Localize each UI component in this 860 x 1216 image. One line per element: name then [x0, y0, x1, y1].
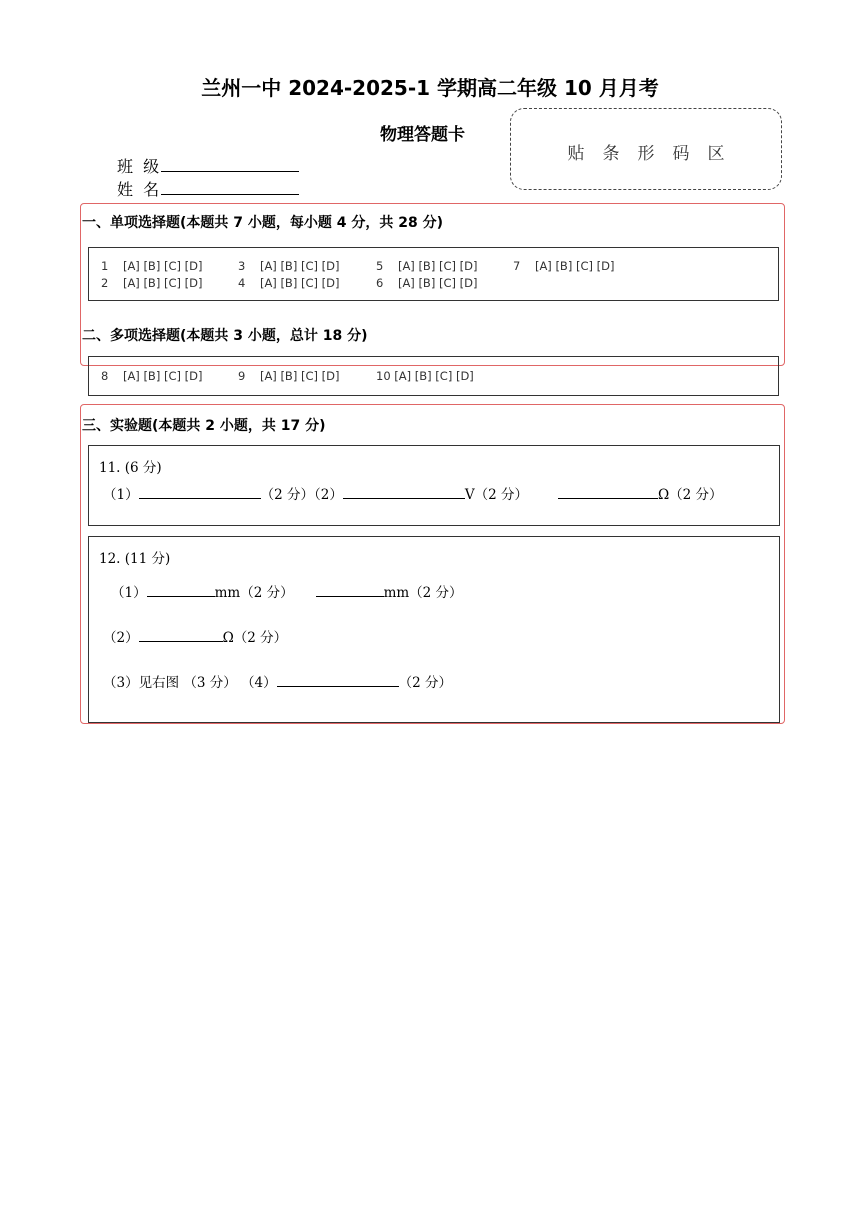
- mc-q6[interactable]: [376, 276, 477, 290]
- q12-blank-1[interactable]: [147, 583, 215, 597]
- q11-blank-3[interactable]: [558, 485, 658, 499]
- q11-volt-label: V（2 分）: [464, 487, 528, 503]
- q12-blank-4[interactable]: [277, 673, 399, 687]
- q-options[interactable]: [A] [B] [C] [D]: [122, 259, 203, 273]
- mc-q1[interactable]: [101, 259, 202, 273]
- class-label: 班 级: [117, 157, 160, 176]
- class-line[interactable]: [161, 157, 299, 172]
- q-number: 7: [513, 259, 521, 273]
- q12-mm-label-1: mm（2 分）: [214, 585, 294, 601]
- q-options[interactable]: [A] [B] [C] [D]: [259, 259, 340, 273]
- section1-heading: 一、单项选择题(本题共 7 小题，每小题 4 分，共 28 分): [82, 215, 444, 231]
- q-options[interactable]: [A] [B] [C] [D]: [394, 369, 474, 383]
- q11-blank-1[interactable]: [139, 485, 261, 499]
- q-options[interactable]: [A] [B] [C] [D]: [122, 369, 203, 383]
- q-number: 5: [376, 259, 384, 273]
- q-options[interactable]: [A] [B] [C] [D]: [259, 276, 340, 290]
- section2-answer-box: [88, 356, 779, 396]
- q11-box: [88, 445, 780, 526]
- q12-part1-label: （1）: [111, 585, 147, 601]
- q-number: 9: [238, 369, 246, 383]
- q-number: 6: [376, 276, 384, 290]
- q12-part3-4-label: （3）见右图 （3 分） （4）: [103, 675, 277, 691]
- q11-title: 11. (6 分): [99, 460, 162, 476]
- q-options[interactable]: [A] [B] [C] [D]: [397, 259, 478, 273]
- q11-part2-label: （2 分）（2）: [260, 487, 343, 503]
- q12-ohm-label: Ω（2 分）: [222, 630, 288, 646]
- mc-q5[interactable]: [376, 259, 477, 273]
- section3-heading: 三、实验题(本题共 2 小题，共 17 分): [82, 418, 326, 434]
- name-field[interactable]: [117, 177, 299, 200]
- q12-score-label: （2 分）: [398, 675, 453, 691]
- name-label: 姓 名: [117, 180, 160, 199]
- barcode-area: [510, 108, 782, 190]
- q12-title: 12. (11 分): [99, 551, 171, 567]
- q11-answer-line: [103, 483, 723, 503]
- mc-q9[interactable]: [238, 369, 339, 383]
- q12-line-2: [103, 626, 287, 646]
- q-options[interactable]: [A] [B] [C] [D]: [122, 276, 203, 290]
- q12-blank-3[interactable]: [139, 628, 223, 642]
- section1-answer-box: [88, 247, 779, 301]
- mc-q3[interactable]: [238, 259, 339, 273]
- class-field[interactable]: [117, 154, 299, 177]
- q-number: 3: [238, 259, 246, 273]
- q11-blank-2[interactable]: [343, 485, 465, 499]
- q12-box: [88, 536, 780, 723]
- q12-line-1: [111, 581, 463, 601]
- mc-q8[interactable]: [101, 369, 202, 383]
- q12-mm-label-2: mm（2 分）: [383, 585, 463, 601]
- q11-part1-label: （1）: [103, 487, 139, 503]
- q-options[interactable]: [A] [B] [C] [D]: [534, 259, 615, 273]
- mc-q7[interactable]: [513, 259, 614, 273]
- q11-ohm-label: Ω（2 分）: [657, 487, 723, 503]
- page-subtitle: 物理答题卡: [380, 125, 465, 145]
- q-number: 10: [376, 369, 391, 383]
- q-number: 8: [101, 369, 109, 383]
- q-options[interactable]: [A] [B] [C] [D]: [259, 369, 340, 383]
- mc-q4[interactable]: [238, 276, 339, 290]
- barcode-label: 贴条形码区: [567, 144, 743, 164]
- q12-blank-2[interactable]: [316, 583, 384, 597]
- q-number: 1: [101, 259, 109, 273]
- section2-heading: 二、多项选择题(本题共 3 小题，总计 18 分): [82, 328, 368, 344]
- q-number: 4: [238, 276, 246, 290]
- mc-q10[interactable]: [376, 369, 474, 383]
- page-title: 兰州一中 2024-2025-1 学期高二年级 10 月月考: [201, 76, 659, 100]
- q-options[interactable]: [A] [B] [C] [D]: [397, 276, 478, 290]
- q12-line-3: [103, 671, 452, 691]
- mc-q2[interactable]: [101, 276, 202, 290]
- q12-part2-label: （2）: [103, 630, 139, 646]
- q-number: 2: [101, 276, 109, 290]
- name-line[interactable]: [161, 180, 299, 195]
